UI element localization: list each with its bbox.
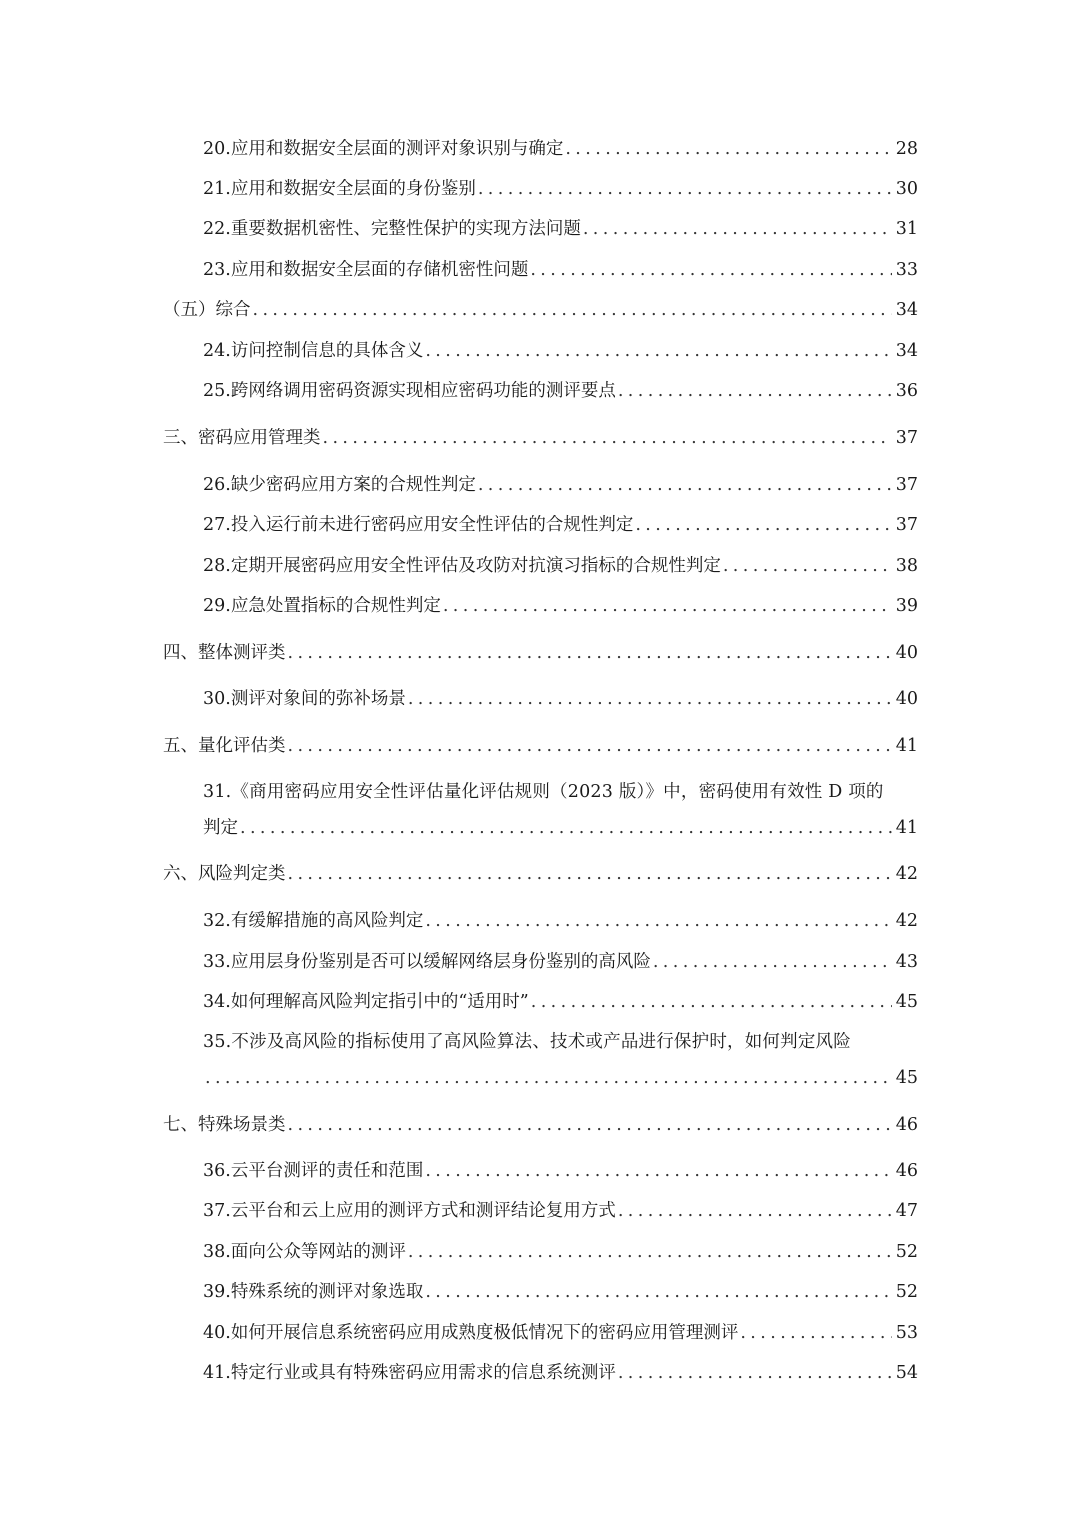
toc-section[interactable] <box>163 298 918 322</box>
toc-section[interactable] <box>163 641 918 665</box>
dot-leader <box>478 177 892 201</box>
toc-entry-title: 22.重要数据机密性、完整性保护的实现方法问题 <box>203 219 581 239</box>
toc-entry-page: 38 <box>895 556 918 576</box>
dot-leader <box>478 473 892 497</box>
toc-entry-continuation[interactable] <box>203 1066 918 1090</box>
toc-entry-title: 34.如何理解高风险判定指引中的“适用时” <box>203 992 529 1012</box>
dot-leader <box>565 137 891 161</box>
dot-leader <box>408 687 892 711</box>
toc-entry-title: 20.应用和数据安全层面的测评对象识别与确定 <box>203 139 564 159</box>
toc-section[interactable] <box>163 1113 918 1137</box>
toc-section-page: 46 <box>895 1115 918 1135</box>
toc-entry-title: 40.如何开展信息系统密码应用成熟度极低情况下的密码应用管理测评 <box>203 1323 739 1343</box>
toc-entry[interactable] <box>203 339 918 363</box>
toc-entry[interactable] <box>203 1199 918 1223</box>
dot-leader <box>653 950 892 974</box>
toc-section-title: （五）综合 <box>163 300 251 320</box>
toc-entry-title: 41.特定行业或具有特殊密码应用需求的信息系统测评 <box>203 1363 616 1383</box>
toc-entry[interactable] <box>203 1240 918 1264</box>
dot-leader <box>583 217 892 241</box>
toc-entry-page: 40 <box>895 689 918 709</box>
toc-entry-title-continued: 判定 <box>203 818 238 838</box>
dot-leader <box>425 909 891 933</box>
toc-section-title: 四、整体测评类 <box>163 643 286 663</box>
dot-leader <box>408 1240 892 1264</box>
toc-entry-page: 46 <box>895 1161 918 1181</box>
toc-entry-title: 31.《商用密码应用安全性评估量化评估规则（2023 版）》中，密码使用有效性 D 项的 <box>203 782 884 802</box>
toc-entry[interactable] <box>203 1030 918 1054</box>
dot-leader <box>288 734 892 758</box>
toc-section-title: 六、风险判定类 <box>163 864 286 884</box>
dot-leader <box>425 1159 891 1183</box>
toc-entry[interactable] <box>203 217 918 241</box>
toc-entry[interactable] <box>203 687 918 711</box>
toc-section[interactable] <box>163 734 918 758</box>
toc-entry[interactable] <box>203 1361 918 1385</box>
dot-leader <box>253 298 892 322</box>
dot-leader <box>288 862 892 886</box>
toc-entry[interactable] <box>203 594 918 618</box>
toc-entry-title: 33.应用层身份鉴别是否可以缓解网络层身份鉴别的高风险 <box>203 952 651 972</box>
toc-entry[interactable] <box>203 258 918 282</box>
dot-leader <box>205 1066 892 1090</box>
toc-entry-title: 35.不涉及高风险的指标使用了高风险算法、技术或产品进行保护时，如何判定风险 <box>203 1032 851 1052</box>
dot-leader <box>288 641 892 665</box>
dot-leader <box>618 379 892 403</box>
dot-leader <box>531 990 892 1014</box>
toc-entry-page: 33 <box>895 260 918 280</box>
toc-entry-title: 26.缺少密码应用方案的合规性判定 <box>203 475 476 495</box>
toc-section-title: 七、特殊场景类 <box>163 1115 286 1135</box>
toc-entry-page: 31 <box>895 219 918 239</box>
toc-entry-title: 29.应急处置指标的合规性判定 <box>203 596 441 616</box>
dot-leader <box>425 339 891 363</box>
toc-section-title: 五、量化评估类 <box>163 736 286 756</box>
dot-leader <box>618 1199 892 1223</box>
toc-entry-page: 52 <box>895 1282 918 1302</box>
toc-entry-page: 36 <box>895 381 918 401</box>
toc-entry-title: 37.云平台和云上应用的测评方式和测评结论复用方式 <box>203 1201 616 1221</box>
toc-entry-title: 38.面向公众等网站的测评 <box>203 1242 406 1262</box>
toc-section-title: 三、密码应用管理类 <box>163 428 321 448</box>
toc-entry-title: 25.跨网络调用密码资源实现相应密码功能的测评要点 <box>203 381 616 401</box>
toc-entry-page: 34 <box>895 341 918 361</box>
toc-entry[interactable] <box>203 473 918 497</box>
dot-leader <box>443 594 892 618</box>
toc-entry-title: 23.应用和数据安全层面的存储机密性问题 <box>203 260 529 280</box>
dot-leader <box>240 816 892 840</box>
dot-leader <box>618 1361 892 1385</box>
dot-leader <box>323 426 892 450</box>
dot-leader <box>288 1113 892 1137</box>
dot-leader <box>740 1321 891 1345</box>
toc-entry[interactable] <box>203 950 918 974</box>
toc-entry-page: 37 <box>895 515 918 535</box>
toc-entry[interactable] <box>203 513 918 537</box>
toc-entry[interactable] <box>203 780 918 804</box>
dot-leader <box>723 554 892 578</box>
toc-entry[interactable] <box>203 1321 918 1345</box>
toc-entry-page: 41 <box>895 818 918 838</box>
toc-entry-page: 52 <box>895 1242 918 1262</box>
toc-entry-page: 45 <box>895 992 918 1012</box>
toc-entry-page: 47 <box>895 1201 918 1221</box>
toc-section-page: 41 <box>895 736 918 756</box>
toc-entry-page: 43 <box>895 952 918 972</box>
toc-section[interactable] <box>163 862 918 886</box>
toc-entry[interactable] <box>203 177 918 201</box>
toc-section-page: 42 <box>895 864 918 884</box>
dot-leader <box>635 513 891 537</box>
toc-entry-page: 39 <box>895 596 918 616</box>
toc-entry-page: 42 <box>895 911 918 931</box>
toc-entry[interactable] <box>203 137 918 161</box>
toc-entry-title: 36.云平台测评的责任和范围 <box>203 1161 424 1181</box>
toc-entry-continuation[interactable] <box>203 816 918 840</box>
toc-entry[interactable] <box>203 909 918 933</box>
toc-entry[interactable] <box>203 554 918 578</box>
toc-entry-page: 28 <box>895 139 918 159</box>
toc-section-page: 40 <box>895 643 918 663</box>
dot-leader <box>425 1280 891 1304</box>
toc-entry-title: 28.定期开展密码应用安全性评估及攻防对抗演习指标的合规性判定 <box>203 556 721 576</box>
toc-entry-page: 45 <box>895 1068 918 1088</box>
toc-entry[interactable] <box>203 1159 918 1183</box>
toc-entry-title: 39.特殊系统的测评对象选取 <box>203 1282 424 1302</box>
toc-entry[interactable] <box>203 379 918 403</box>
toc-section-page: 34 <box>895 300 918 320</box>
toc-section[interactable] <box>163 426 918 450</box>
toc-entry-page: 53 <box>895 1323 918 1343</box>
toc-entry-title: 27.投入运行前未进行密码应用安全性评估的合规性判定 <box>203 515 634 535</box>
toc-entry-title: 24.访问控制信息的具体含义 <box>203 341 424 361</box>
toc-section-page: 37 <box>895 428 918 448</box>
toc-entry[interactable] <box>203 1280 918 1304</box>
toc-entry-title: 21.应用和数据安全层面的身份鉴别 <box>203 179 476 199</box>
toc-entry-title: 32.有缓解措施的高风险判定 <box>203 911 424 931</box>
toc-entry-page: 54 <box>895 1363 918 1383</box>
dot-leader <box>530 258 891 282</box>
toc-entry[interactable] <box>203 990 918 1014</box>
toc-entry-page: 37 <box>895 475 918 495</box>
toc-entry-page: 30 <box>895 179 918 199</box>
toc-entry-title: 30.测评对象间的弥补场景 <box>203 689 406 709</box>
